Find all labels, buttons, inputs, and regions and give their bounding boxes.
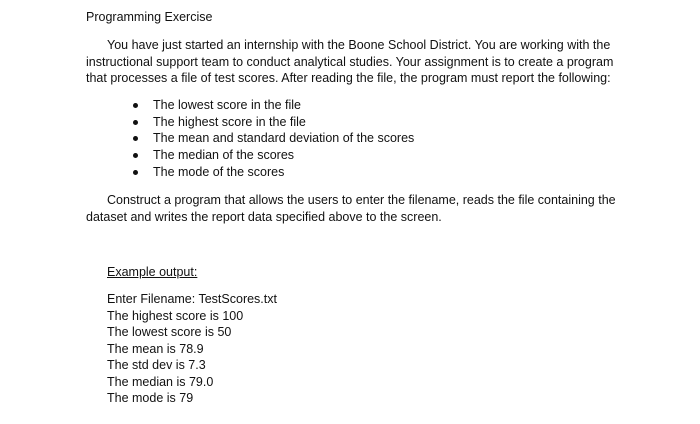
document-title: Programming Exercise xyxy=(86,10,213,24)
output-line: The mode is 79 xyxy=(107,391,194,405)
bullet-icon xyxy=(133,136,138,141)
bullet-icon xyxy=(133,103,138,108)
example-output-heading: Example output: xyxy=(107,265,198,279)
output-line: The std dev is 7.3 xyxy=(107,358,206,372)
intro-text: You have just started an internship with the Boone School District. You are working with the instructional support team to conduct analytical studies. Your assignment is to create a program that processes a file of test scores. After reading the file, the program must report the following: xyxy=(86,38,614,85)
closing-paragraph xyxy=(86,192,626,225)
requirement-text: The median of the scores xyxy=(153,148,295,163)
list-item xyxy=(130,164,414,181)
list-item xyxy=(130,97,414,114)
requirement-text: The mean and standard deviation of the scores xyxy=(153,131,415,146)
bullet-icon xyxy=(133,120,138,125)
example-output-block xyxy=(107,291,277,407)
closing-text: Construct a program that allows the users to enter the filename, reads the file containing the dataset and writes the report data specified above to the screen. xyxy=(86,193,616,224)
output-line: The highest score is 100 xyxy=(107,308,244,323)
requirement-text: The highest score in the file xyxy=(153,114,306,129)
output-line: The lowest score is 50 xyxy=(107,325,232,339)
list-item xyxy=(130,147,414,164)
output-line: Enter Filename: TestScores.txt xyxy=(107,292,277,306)
output-line: The median is 79.0 xyxy=(107,374,214,389)
list-item xyxy=(130,130,414,147)
requirement-text: The lowest score in the file xyxy=(153,98,301,112)
output-line: The mean is 78.9 xyxy=(107,341,204,356)
bullet-icon xyxy=(133,153,138,158)
requirement-text: The mode of the scores xyxy=(153,164,285,179)
list-item xyxy=(130,114,414,131)
bullet-icon xyxy=(133,170,138,175)
intro-paragraph xyxy=(86,37,626,87)
requirements-list xyxy=(130,97,414,181)
